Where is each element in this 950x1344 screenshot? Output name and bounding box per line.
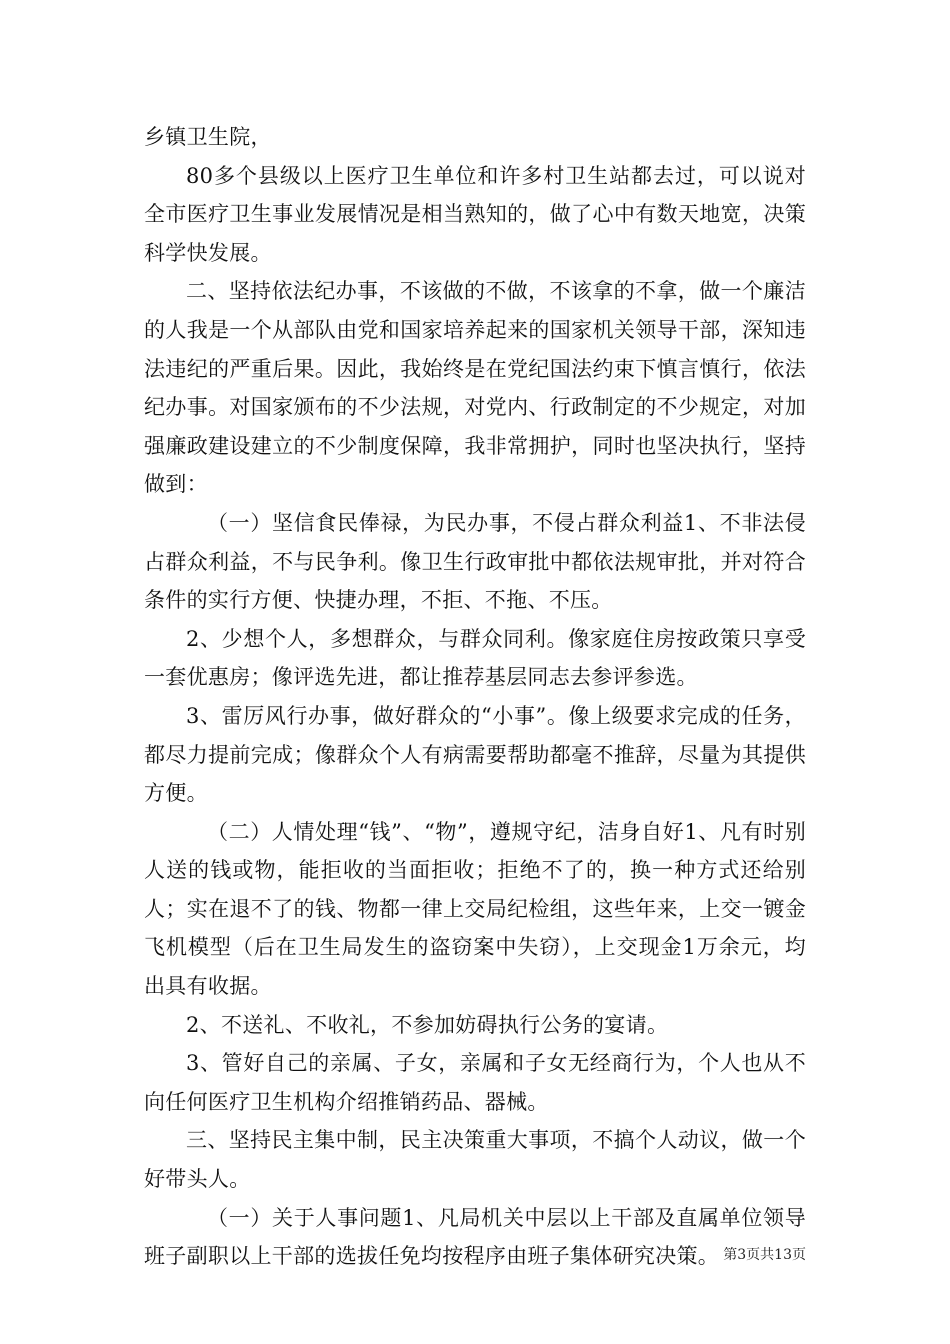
paragraph-7: （二）人情处理“钱”、“物”，遵规守纪，洁身自好1、凡有时别人送的钱或物，能拒收的当面拒收；拒绝不了的，换一种方式还给别人；实在退不了的钱、物都一律上交局纪检组，这些年来，上交一镀金飞机模型（后在卫生局发生的盗窃案中失窃），上交现金1万余元，均出具有收据。 — [144, 819, 806, 999]
paragraph-5: 2、少想个人，多想群众，与群众同利。像家庭住房按政策只享受一套优惠房；像评选先进，都让推荐基层同志去参评参选。 — [144, 626, 806, 690]
paragraph-4: （一）坚信食民俸禄，为民办事，不侵占群众利益1、不非法侵占群众利益，不与民争利。像卫生行政审批中都依法规审批，并对符合条件的实行方便、快捷办理，不拒、不拖、不压。 — [144, 510, 806, 613]
paragraph-1: 乡镇卫生院， — [144, 125, 272, 149]
page-number: 第3页共13页 — [723, 1247, 806, 1263]
paragraph-9: 3、管好自己的亲属、子女，亲属和子女无经商行为，个人也从不向任何医疗卫生机构介绍推销药品、器械。 — [144, 1051, 806, 1114]
paragraph-2: 80多个县级以上医疗卫生单位和许多村卫生站都去过，可以说对全市医疗卫生事业发展情况是相当熟知的，做了心中有数天地宽，决策科学快发展。 — [144, 163, 806, 265]
document-body — [144, 118, 806, 1276]
paragraph-11: （一）关于人事问题1、凡局机关中层以上干部及直属单位领导班子副职以上干部的选拔任免均按程序由班子集体研究决策。 — [144, 1205, 806, 1269]
paragraph-8: 2、不送礼、不收礼，不参加妨碍执行公务的宴请。 — [186, 1012, 669, 1037]
paragraph-3: 二、坚持依法纪办事，不该做的不做，不该拿的不拿，做一个廉洁的人我是一个从部队由党和国家培养起来的国家机关领导干部，深知违法违纪的严重后果。因此，我始终是在党纪国法约束下慎言慎行，依法纪办事。对国家颁布的不少法规，对党内、行政制定的不少规定，对加强廉政建设建立的不少制度保障，我非常拥护，同时也坚决执行，坚持做到： — [144, 279, 806, 497]
paragraph-10: 三、坚持民主集中制，民主决策重大事项，不搞个人动议，做一个好带头人。 — [144, 1128, 806, 1192]
paragraph-6: 3、雷厉风行办事，做好群众的“小事”。像上级要求完成的任务，都尽力提前完成；像群众个人有病需要帮助都毫不推辞，尽量为其提供方便。 — [144, 703, 806, 806]
